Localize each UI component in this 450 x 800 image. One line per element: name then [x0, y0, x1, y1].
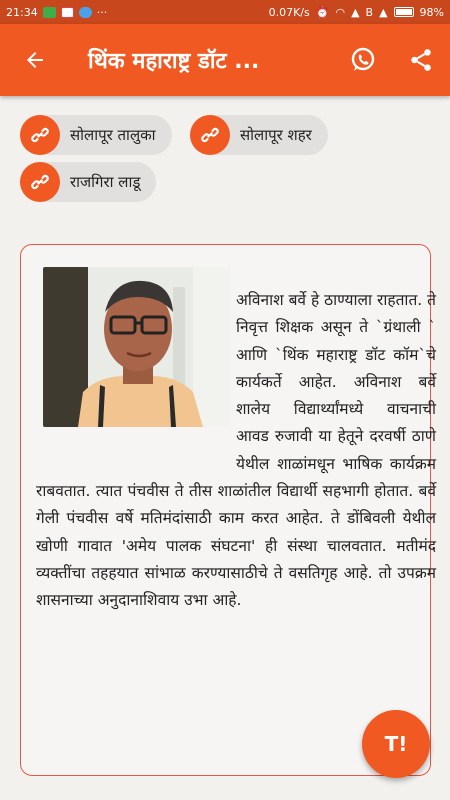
tag-label: सोलापूर तालुका [70, 126, 156, 144]
battery-icon [394, 7, 414, 17]
gmail-icon [61, 7, 74, 18]
back-button[interactable] [0, 24, 70, 96]
status-bar [0, 0, 450, 24]
tag-chip[interactable] [20, 162, 156, 202]
article-body: अविनाश बर्वे हे ठाण्याला राहतात. ते निवृत्त शिक्षक असून ते `ग्रंथाली ` आणि `थिंक महाराष्ट्र डॉट कॉम`चे कार्यकर्ते आहेत. अविनाश बर्वे शालेय विद्यार्थ्यांमध्ये वाचनाची आवड रुजावी या हेतूने दरवर्षी ठाणे येथील शाळांमधून भाषिक कार्यक्रम राबवतात. त्यात पंचवीस ते तीस शाळांतील विद्यार्थी सहभागी होतात. बर्वे गेली पंचवीस वर्षे मतिमंदांसाठी काम करत आहेत. ते डोंबिवली येथील खोणी गावात 'अमेय पालक संघटना' ही संस्था चालवतात. मतीमंद व्यक्तींचा तहहयात सांभाळ करण्यासाठीचे ते वसतिगृह आहे. तो उपक्रम शासनाच्या अनुदानाशिवाय उभा आहे. [36, 291, 436, 610]
article-card [20, 244, 436, 776]
share-icon [408, 47, 434, 73]
tag-chip[interactable] [190, 115, 328, 155]
back-arrow-icon [23, 48, 47, 72]
tag-chip[interactable] [20, 115, 172, 155]
whatsapp-button[interactable] [334, 24, 392, 96]
network-speed: 0.07K/s [268, 5, 310, 19]
page-title: थिंक महाराष्ट्र डॉट ... [88, 49, 260, 74]
tag-label: राजगिरा लाडू [70, 173, 141, 191]
status-time: 21:34 [6, 5, 38, 19]
signal-icon-2: ▲ [379, 5, 388, 19]
app-bar [0, 24, 450, 96]
link-icon [20, 115, 60, 155]
more-notifications-icon: ··· [96, 5, 108, 19]
alarm-icon: ⏰ [315, 5, 330, 19]
wifi-icon: ◠ [335, 5, 346, 19]
share-button[interactable] [392, 24, 450, 96]
link-icon [190, 115, 230, 155]
notification-app-icon [43, 7, 56, 18]
cloud-icon [79, 7, 92, 18]
signal-icon: ▲ [351, 5, 360, 19]
article-body-wrapper [36, 287, 436, 615]
link-icon [20, 162, 60, 202]
carrier-letter: B [365, 5, 374, 19]
tag-label: सोलापूर शहर [240, 126, 312, 144]
battery-level: 98% [419, 5, 444, 19]
text-size-button[interactable]: T! [362, 710, 430, 778]
whatsapp-icon [349, 46, 377, 74]
